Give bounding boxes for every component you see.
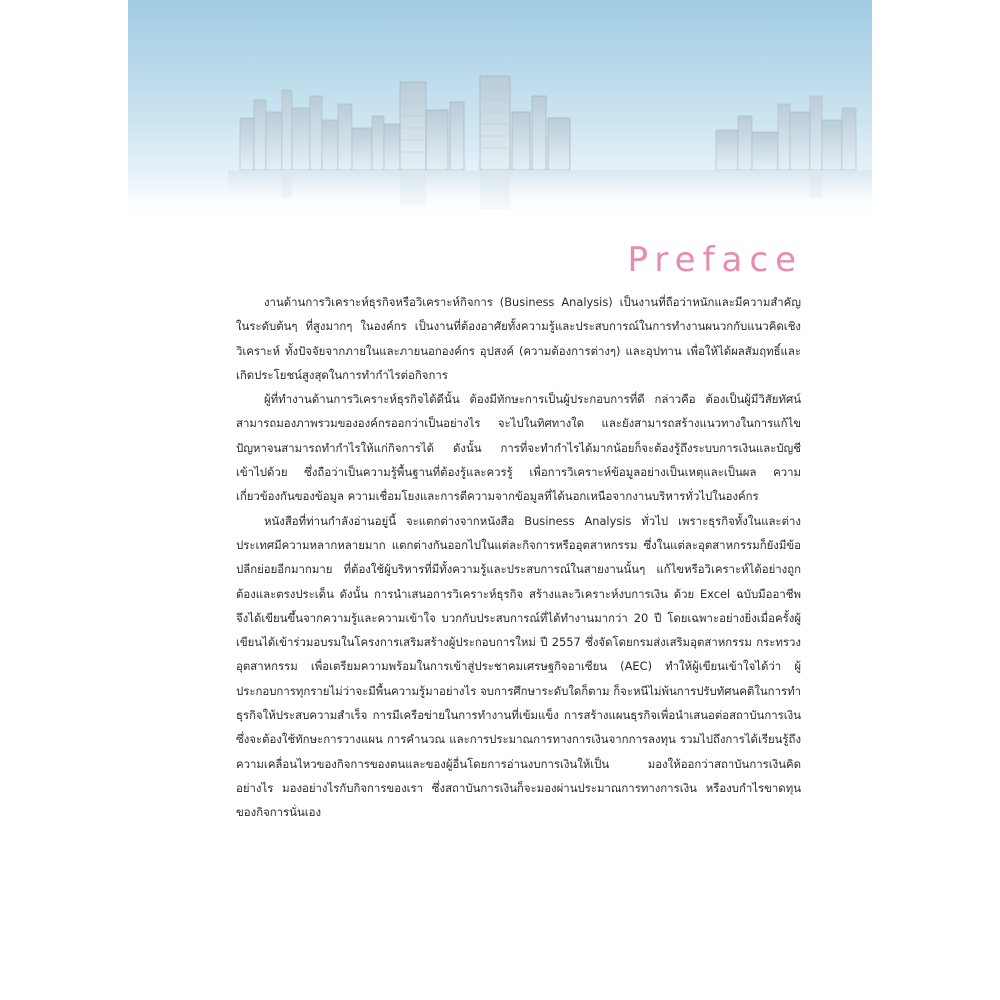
book-page bbox=[128, 0, 872, 1000]
preface-body bbox=[236, 290, 801, 825]
paragraph-3: หนังสือที่ท่านกำลังอ่านอยู่นี้ จะแตกต่างจากหนังสือ Business Analysis ทั่วไป เพราะธุรกิจทั้งในและต่างประเทศมีความหลากหลายมาก แตกต่างกันออกไปในแต่ละกิจการหรืออุตสาหกรรม ซึ่งในแต่ละอุตสาหกรรมก็ยังมีข้อปลีกย่อยอีกมากมาย ที่ต้องใช้ผู้บริหารที่มีทั้งความรู้และประสบการณ์ในสายงานนั้นๆ แก้ไขหรือวิเคราะห์ได้อย่างถูกต้องและตรงประเด็น ดังนั้น การนำเสนอการวิเคราะห์ธุรกิจ สร้างและวิเคราะห์งบการเงิน ด้วย Excel ฉบับมืออาชีพ จึงได้เขียนขึ้นจากความรู้และความเข้าใจ บวกกับประสบการณ์ที่ได้ทำงานมากว่า 20 ปี โดยเฉพาะอย่างยิ่งเมื่อครั้งผู้เขียนได้เข้าร่วมอบรมในโครงการเสริมสร้างผู้ประกอบการใหม่ ปี 2557 ซึ่งจัดโดยกรมส่งเสริมอุตสาหกรรม กระทรวงอุตสาหกรรม เพื่อเตรียมความพร้อมในการเข้าสู่ประชาคมเศรษฐกิจอาเซียน (AEC) ทำให้ผู้เขียนเข้าใจได้ว่า ผู้ประกอบการทุกรายไม่ว่าจะมีพื้นความรู้มาอย่างไร จบการศึกษาระดับใดก็ตาม ก็จะหนีไม่พ้นการปรับทัศนคติในการทำธุรกิจให้ประสบความสำเร็จ การมีเครือข่ายในการทำงานที่เข้มแข็ง การสร้างแผนธุรกิจเพื่อนำเสนอต่อสถาบันการเงิน ซึ่งจะต้องใช้ทักษะการวางแผน การคำนวณ และการประมาณการทางการเงินจากการลงทุน รวมไปถึงการได้เรียนรู้ถึงความเคลื่อนไหวของกิจการของตนและของผู้อื่นโดยการอ่านงบการเงินให้เป็น มองให้ออกว่าสถาบันการเงินคิดอย่างไร มองอย่างไรกับกิจการของเรา ซึ่งสถาบันการเงินก็จะมองผ่านประมาณการทางการเงิน หรืองบกำไรขาดทุนของกิจการนั่นเอง bbox=[236, 513, 801, 820]
page-title: Preface bbox=[627, 240, 803, 280]
paragraph-2: ผู้ที่ทำงานด้านการวิเคราะห์ธุรกิจได้ดีนั้น ต้องมีทักษะการเป็นผู้ประกอบการที่ดี กล่าวคือ ต้องเป็นผู้มีวิสัยทัศน์ สามารถมองภาพรวมขององค์กรออกว่าเป็นอย่างไร จะไปในทิศทางใด และยังสามารถสร้างแนวทางในการแก้ไขปัญหาจนสามารถทำกำไรให้แก่กิจการได้ ดังนั้น การที่จะทำกำไรได้มากน้อยก็จะต้องรู้ถึงระบบการเงินและบัญชีเข้าไปด้วย ซึ่งถือว่าเป็นความรู้พื้นฐานที่ต้องรู้และควรรู้ เพื่อการวิเคราะห์ข้อมูลอย่างเป็นเหตุและเป็นผล ความเกี่ยวข้องกันของข้อมูล ความเชื่อมโยงและการตีความจากข้อมูลที่ได้นอกเหนือจากงานบริหารทั่วไปในองค์กร bbox=[236, 392, 801, 504]
paragraph-1: งานด้านการวิเคราะห์ธุรกิจหรือวิเคราะห์กิจการ (Business Analysis) เป็นงานที่ถือว่าหนักและมีความสำคัญในระดับต้นๆ ที่สูงมากๆ ในองค์กร เป็นงานที่ต้องอาศัยทั้งความรู้และประสบการณ์ในการทำงานผนวกกับแนวคิดเชิงวิเคราะห์ ทั้งปัจจัยจากภายในและภายนอกองค์กร อุปสงค์ (ความต้องการต่างๆ) และอุปทาน เพื่อให้ได้ผลสัมฤทธิ์และเกิดประโยชน์สูงสุดในการทำกำไรต่อกิจการ bbox=[236, 295, 801, 382]
city-skyline-banner bbox=[128, 0, 872, 225]
